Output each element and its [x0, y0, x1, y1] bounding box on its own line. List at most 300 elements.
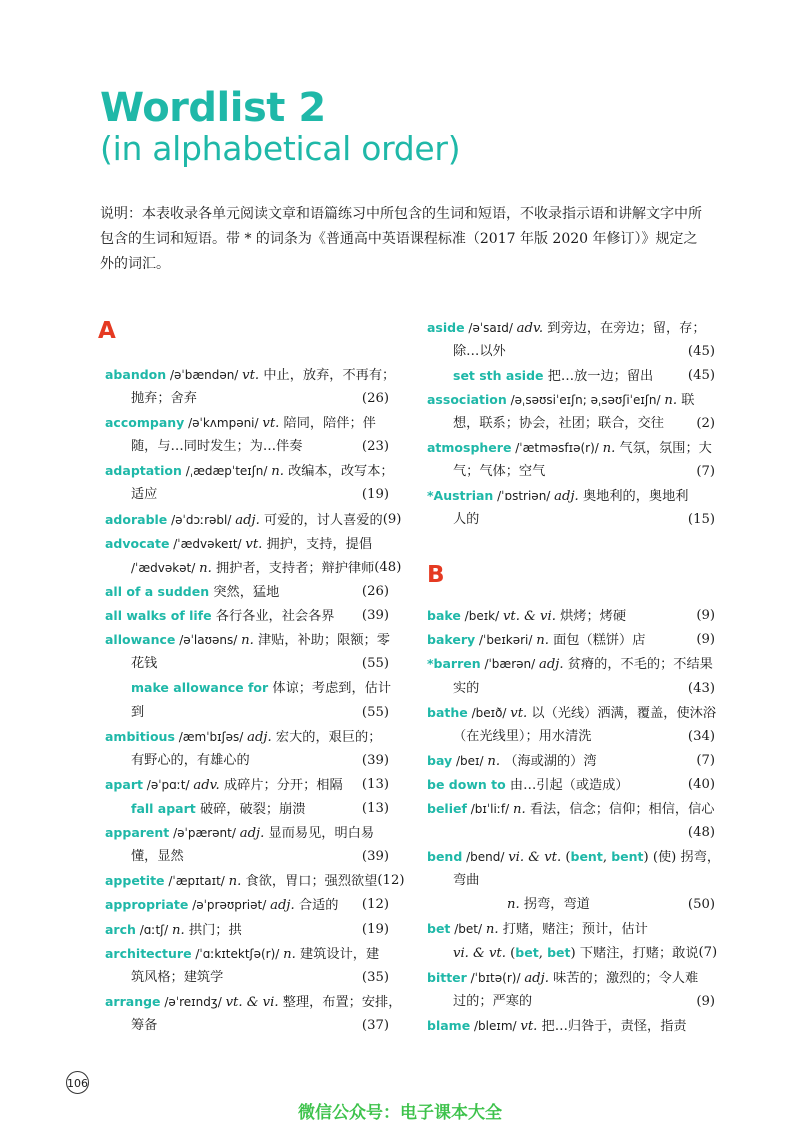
part-of-speech: vt. [245, 537, 263, 552]
entry-line [453, 869, 715, 893]
entry-line [105, 532, 389, 556]
entry-text [131, 797, 305, 821]
definition: ( [561, 850, 571, 865]
entry-text [453, 412, 664, 436]
part-of-speech: adj. [524, 971, 549, 986]
definition: 味苦的；激烈的；令人难 [548, 971, 699, 986]
headword: appropriate [105, 897, 189, 912]
phonetic: /bend/ [462, 850, 509, 864]
definition: ) (使) 拐弯， [643, 850, 721, 865]
section-letter-b: B [427, 562, 445, 588]
phonetic: /əˈsaɪd/ [464, 321, 517, 335]
phonetic: /beɪð/ [467, 706, 511, 720]
intro-note: 说明：本表收录各单元阅读文章和语篇练习中所包含的生词和短语，不收录指示语和讲解文字中所包含的生词和短语。带 * 的词条为《普通高中英语课程标准（2017 年版 2020 年修订）》规定之外的词汇。 [100, 206, 702, 272]
headword: *barren [427, 656, 481, 671]
page-reference: (9) [696, 608, 715, 623]
entry-text [131, 483, 157, 507]
definition: 随，与…同时发生；为…伴奏 [131, 439, 303, 454]
headword: *Austrian [427, 488, 494, 503]
definition: 成碎片；分开；相隔 [219, 778, 343, 793]
entry-text [427, 922, 648, 937]
entry-line [453, 725, 715, 749]
entry-text [427, 393, 694, 408]
entry-text [507, 893, 590, 917]
phonetic: /əˈbændən/ [166, 368, 243, 382]
definition: 把…归咎于，责怪，指责 [537, 1019, 687, 1034]
entry-line [427, 1014, 715, 1038]
entry-text [453, 340, 506, 364]
part-of-speech: n. [507, 897, 520, 912]
entry-text [427, 604, 626, 628]
entry-text [427, 321, 706, 336]
entry-line [105, 604, 389, 628]
page-reference: (55) [361, 705, 389, 720]
definition: 以（光线）洒满，覆盖，使沐浴 [527, 706, 717, 721]
part-of-speech: n. [512, 802, 526, 817]
entry-text [453, 990, 532, 1014]
definition: 中止，放弃，不再有； [259, 368, 396, 383]
phonetic: /əˈkʌmpəni/ [184, 416, 263, 430]
entry-line [105, 363, 396, 387]
entry-line [105, 942, 389, 966]
entry-line [427, 749, 715, 773]
page-reference: (50) [687, 897, 715, 912]
entry-line [105, 459, 394, 483]
entry-text [105, 537, 372, 552]
entry-text [453, 460, 545, 484]
part-of-speech: adj. [239, 826, 265, 841]
definition: , [602, 850, 612, 865]
definition: （海或湖的）湾 [500, 754, 597, 769]
entry-line [427, 388, 715, 412]
part-of-speech: n. [283, 947, 296, 962]
page-reference: (19) [361, 922, 389, 937]
headword: set sth aside [453, 368, 544, 383]
definition: 除…以外 [453, 344, 506, 359]
headword: fall apart [131, 801, 196, 816]
entry-line [105, 869, 405, 893]
headword: make allowance for [131, 680, 269, 695]
definition: 突然，猛地 [209, 585, 280, 600]
page-reference: (26) [361, 391, 389, 406]
part-of-speech: adj. [538, 657, 564, 672]
definition: 津贴，补助；限额；零 [253, 633, 390, 648]
page-reference: (48) [374, 560, 402, 575]
entry-line [105, 773, 389, 797]
entry-line [131, 1014, 389, 1038]
part-of-speech: n. [664, 393, 678, 408]
definition: 弯曲 [453, 873, 480, 888]
headword: bitter [427, 970, 467, 985]
entry-line [453, 460, 715, 484]
entry-text [453, 941, 699, 965]
headword: bet [547, 945, 571, 960]
entry-text [105, 918, 242, 942]
phonetic: /ˈɑːkɪtektʃə(r)/ [191, 947, 284, 961]
phonetic: /əˈpɑːt/ [142, 778, 194, 792]
entry-text [105, 416, 376, 431]
page-reference: (55) [361, 656, 389, 671]
section-letter-a: A [98, 318, 116, 344]
headword: apart [105, 777, 143, 792]
phonetic: /ˈætməsfɪə(r)/ [511, 441, 603, 455]
page-reference: (37) [361, 1018, 389, 1033]
page-reference: (2) [696, 416, 715, 431]
part-of-speech: n. [536, 633, 549, 648]
definition: 筑风格；建筑学 [131, 970, 224, 985]
entry-line [105, 411, 389, 435]
headword: arrange [105, 994, 161, 1009]
definition: 陪同，陪伴；伴 [279, 416, 376, 431]
definition: 拐弯，弯道 [519, 897, 590, 912]
entry-text [427, 657, 713, 672]
page-reference: (48) [687, 825, 715, 840]
headword: allowance [105, 632, 176, 647]
definition: 食欲，胃口；强烈欲望 [241, 874, 378, 889]
headword: advocate [105, 536, 170, 551]
definition: 抛弃；舍弃 [131, 391, 197, 406]
entry-line [131, 845, 389, 869]
headword: association [427, 392, 507, 407]
page-reference: (13) [361, 777, 389, 792]
page-reference: (26) [361, 584, 389, 599]
entry-text [105, 368, 395, 383]
page-reference: (19) [361, 487, 389, 502]
definition: 拥护，支持，提倡 [262, 537, 373, 552]
part-of-speech: vt. [262, 416, 280, 431]
page-number: 106 [66, 1071, 89, 1094]
part-of-speech: vt. [242, 368, 260, 383]
headword: bent [570, 849, 603, 864]
entry-line [131, 749, 389, 773]
headword: bathe [427, 705, 468, 720]
phonetic: /ˌædæpˈteɪʃn/ [181, 464, 272, 478]
entry-text [427, 628, 645, 652]
entry-text [105, 826, 374, 841]
page-reference: (39) [361, 608, 389, 623]
entry-text [105, 947, 379, 962]
headword: architecture [105, 946, 192, 961]
definition: 有野心的，有雄心的 [131, 753, 250, 768]
entry-text [131, 556, 374, 580]
entry-text [105, 508, 383, 532]
entry-line [427, 773, 715, 797]
entry-text [131, 701, 144, 725]
entry-line [453, 821, 715, 845]
phonetic: /ˈbeɪkəri/ [475, 633, 537, 647]
phonetic: /bleɪm/ [470, 1019, 521, 1033]
part-of-speech: vt. & vi. [225, 995, 279, 1010]
phonetic: /ˈbɪtə(r)/ [466, 971, 525, 985]
entry-line [131, 387, 389, 411]
part-of-speech: n. [271, 464, 284, 479]
definition: 气；气体；空气 [453, 464, 546, 479]
entry-text [427, 773, 629, 797]
phonetic: /ˈædvəkət/ [131, 561, 200, 575]
definition: 合适的 [294, 898, 339, 913]
headword: bet [427, 921, 451, 936]
phonetic: /ˈædvəkeɪt/ [169, 537, 246, 551]
headword: bakery [427, 632, 476, 647]
entry-text [427, 706, 716, 721]
page-reference: (40) [687, 777, 715, 792]
phonetic: /æmˈbɪʃəs/ [174, 730, 248, 744]
entry-text [453, 873, 479, 888]
definition: 可爱的，讨人喜爱的 [259, 513, 383, 528]
entry-line [105, 628, 389, 652]
part-of-speech: vi. & vt. [453, 946, 506, 961]
definition: 过的；严寒的 [453, 994, 533, 1009]
entry-text [131, 845, 184, 869]
entry-line [105, 893, 389, 917]
headword: aside [427, 320, 465, 335]
entry-text [105, 604, 334, 628]
page-reference: (13) [361, 801, 389, 816]
entry-text [131, 435, 302, 459]
phonetic: /əˈlaʊəns/ [175, 633, 242, 647]
phonetic: /əˈdɔːrəbl/ [167, 513, 236, 527]
part-of-speech: n. [485, 922, 499, 937]
phonetic: /beɪ/ [452, 754, 488, 768]
entry-text [105, 580, 279, 604]
page-reference: (7) [696, 753, 715, 768]
page-reference: (15) [687, 512, 715, 527]
entry-line [427, 316, 715, 340]
entry-line [105, 990, 402, 1014]
headword: be down to [427, 777, 506, 792]
entry-line [507, 893, 715, 917]
page-reference: (7) [696, 464, 715, 479]
entry-line [105, 508, 402, 532]
entry-line [453, 340, 715, 364]
page-reference: (34) [687, 729, 715, 744]
definition: 整理，布置；安排， [278, 995, 402, 1010]
definition: 人的 [453, 512, 480, 527]
part-of-speech: n. [199, 561, 212, 576]
page-reference: (12) [361, 897, 389, 912]
entry-text [427, 1019, 687, 1034]
headword: bay [427, 753, 453, 768]
phonetic: /ˈæpɪtaɪt/ [164, 874, 229, 888]
entry-text [131, 652, 157, 676]
entry-line [427, 797, 715, 821]
entry-line [453, 677, 715, 701]
page-reference: (9) [696, 994, 715, 1009]
definition: 各行各业，社会各界 [211, 609, 335, 624]
definition: 体谅；考虑到，估计 [268, 681, 392, 696]
entry-line [131, 701, 389, 725]
headword: adorable [105, 512, 168, 527]
entry-line [453, 990, 715, 1014]
definition: 气氛，氛围；大 [615, 441, 712, 456]
part-of-speech: adv. [516, 321, 544, 336]
page-reference: (45) [687, 368, 715, 383]
headword: belief [427, 801, 467, 816]
definition: 改编本，改写本； [283, 464, 394, 479]
definition: 宏大的，艰巨的； [271, 730, 382, 745]
definition: 看法，信念；信仰；相信，信心 [525, 802, 715, 817]
definition: 适应 [131, 487, 158, 502]
page-reference: (45) [687, 344, 715, 359]
definition: 懂，显然 [131, 849, 184, 864]
page-reference: (9) [696, 632, 715, 647]
part-of-speech: n. [228, 874, 242, 889]
part-of-speech: adj. [235, 513, 260, 528]
entry-text [131, 681, 391, 696]
entry-line [453, 941, 718, 965]
part-of-speech: adj. [554, 489, 579, 504]
headword: ambitious [105, 729, 175, 744]
part-of-speech: adj. [270, 898, 295, 913]
phonetic: /beɪk/ [460, 609, 503, 623]
entry-text [105, 893, 338, 917]
definition: 由…引起（或造成） [505, 778, 629, 793]
part-of-speech: n. [487, 754, 501, 769]
entry-line [131, 556, 402, 580]
page-subtitle: (in alphabetical order) [100, 129, 461, 168]
part-of-speech: n. [602, 441, 616, 456]
entry-text [105, 995, 401, 1010]
entry-line [427, 484, 715, 508]
entry-text [105, 730, 381, 745]
definition: 奥地利的，奥地利 [578, 489, 689, 504]
definition: 到 [131, 705, 145, 720]
definition: 实的 [453, 681, 480, 696]
definition: 拥护者，支持者；辩护律师 [211, 561, 375, 576]
entry-text [427, 749, 597, 773]
page-reference: (23) [361, 439, 389, 454]
definition: 把…放一边；留出 [543, 369, 654, 384]
part-of-speech: adv. [193, 778, 220, 793]
entry-text [427, 489, 688, 504]
phonetic: /əˈprəʊpriət/ [188, 898, 271, 912]
part-of-speech: vi. & vt. [508, 850, 562, 865]
entry-text [131, 966, 223, 990]
entry-text [105, 773, 343, 797]
entry-line [131, 676, 392, 700]
entry-line [427, 436, 715, 460]
headword: all walks of life [105, 608, 212, 623]
entry-text [131, 1014, 157, 1038]
entry-text [131, 749, 250, 773]
entry-line [131, 966, 389, 990]
phonetic: /ˈbærən/ [480, 657, 539, 671]
page-reference: (35) [361, 970, 389, 985]
entry-line [105, 821, 389, 845]
definition: 破碎，破裂；崩溃 [195, 802, 306, 817]
page-reference: (9) [382, 512, 402, 527]
part-of-speech: adj. [247, 730, 272, 745]
entry-line [427, 628, 715, 652]
definition: 建筑设计，建 [295, 947, 380, 962]
definition: 筹备 [131, 1018, 158, 1033]
entry-line [105, 918, 389, 942]
entry-text [427, 441, 712, 456]
headword: adaptation [105, 463, 182, 478]
page-reference: (43) [687, 681, 715, 696]
part-of-speech: vt. [510, 706, 528, 721]
part-of-speech: n. [241, 633, 254, 648]
phonetic: /bɪˈliːf/ [466, 802, 513, 816]
page-reference: (39) [361, 849, 389, 864]
entry-text [131, 387, 197, 411]
entry-text [427, 850, 720, 865]
definition: 花钱 [131, 656, 158, 671]
headword: bake [427, 608, 461, 623]
entry-line [105, 725, 389, 749]
entry-line [427, 966, 715, 990]
headword: bend [427, 849, 463, 864]
entry-text [453, 677, 479, 701]
entry-line [427, 917, 715, 941]
watermark: 微信公众号：电子课本大全 [298, 1103, 502, 1123]
definition: 烘烤；烤硬 [555, 609, 627, 624]
page-reference: (7) [698, 945, 718, 960]
phonetic: /əˈpærənt/ [169, 826, 240, 840]
entry-line [453, 412, 715, 436]
page-reference: (39) [361, 753, 389, 768]
phonetic: /əˈreɪndʒ/ [160, 995, 226, 1009]
headword: bent [611, 849, 644, 864]
definition: ( [505, 946, 516, 961]
entry-text [427, 802, 714, 817]
entry-text [453, 364, 653, 388]
headword: accompany [105, 415, 185, 430]
headword: appetite [105, 873, 165, 888]
headword: atmosphere [427, 440, 512, 455]
part-of-speech: vt. [520, 1019, 538, 1034]
page-reference: (12) [377, 873, 405, 888]
entry-line [131, 483, 389, 507]
part-of-speech: vt. & vi. [502, 609, 556, 624]
entry-text [105, 633, 390, 648]
entry-line [453, 364, 715, 388]
entry-text [453, 725, 591, 749]
entry-line [105, 580, 389, 604]
headword: all of a sudden [105, 584, 210, 599]
phonetic: /ˈɒstriən/ [493, 489, 555, 503]
definition: 联 [677, 393, 695, 408]
definition: 面包（糕饼）店 [548, 633, 646, 648]
entry-line [427, 701, 715, 725]
entry-text [105, 869, 377, 893]
entry-line [453, 508, 715, 532]
headword: arch [105, 922, 136, 937]
phonetic: /ɑːtʃ/ [135, 923, 173, 937]
definition: 到旁边，在旁边；留，存； [543, 321, 706, 336]
headword: blame [427, 1018, 471, 1033]
definition: 打赌，赌注；预计，估计 [498, 922, 648, 937]
definition: （在光线里）；用水清洗 [453, 729, 592, 744]
definition: ) 下赌注，打赌；敢说 [570, 946, 699, 961]
page-title: Wordlist 2 [100, 85, 326, 131]
entry-line [131, 652, 389, 676]
entry-text [105, 464, 394, 479]
entry-line [427, 845, 721, 869]
entry-line [131, 797, 389, 821]
phonetic: /bet/ [450, 922, 486, 936]
entry-line [427, 652, 715, 676]
part-of-speech: n. [172, 923, 185, 938]
definition: 贫瘠的，不毛的；不结果 [563, 657, 713, 672]
entry-text [427, 971, 698, 986]
definition: 显而易见，明白易 [264, 826, 375, 841]
entry-line [427, 604, 715, 628]
phonetic: /əˌsəʊsiˈeɪʃn; əˌsəʊʃiˈeɪʃn/ [506, 393, 665, 407]
definition: 想，联系；协会，社团；联合，交往 [453, 416, 664, 431]
entry-text [453, 508, 479, 532]
entry-line [131, 435, 389, 459]
